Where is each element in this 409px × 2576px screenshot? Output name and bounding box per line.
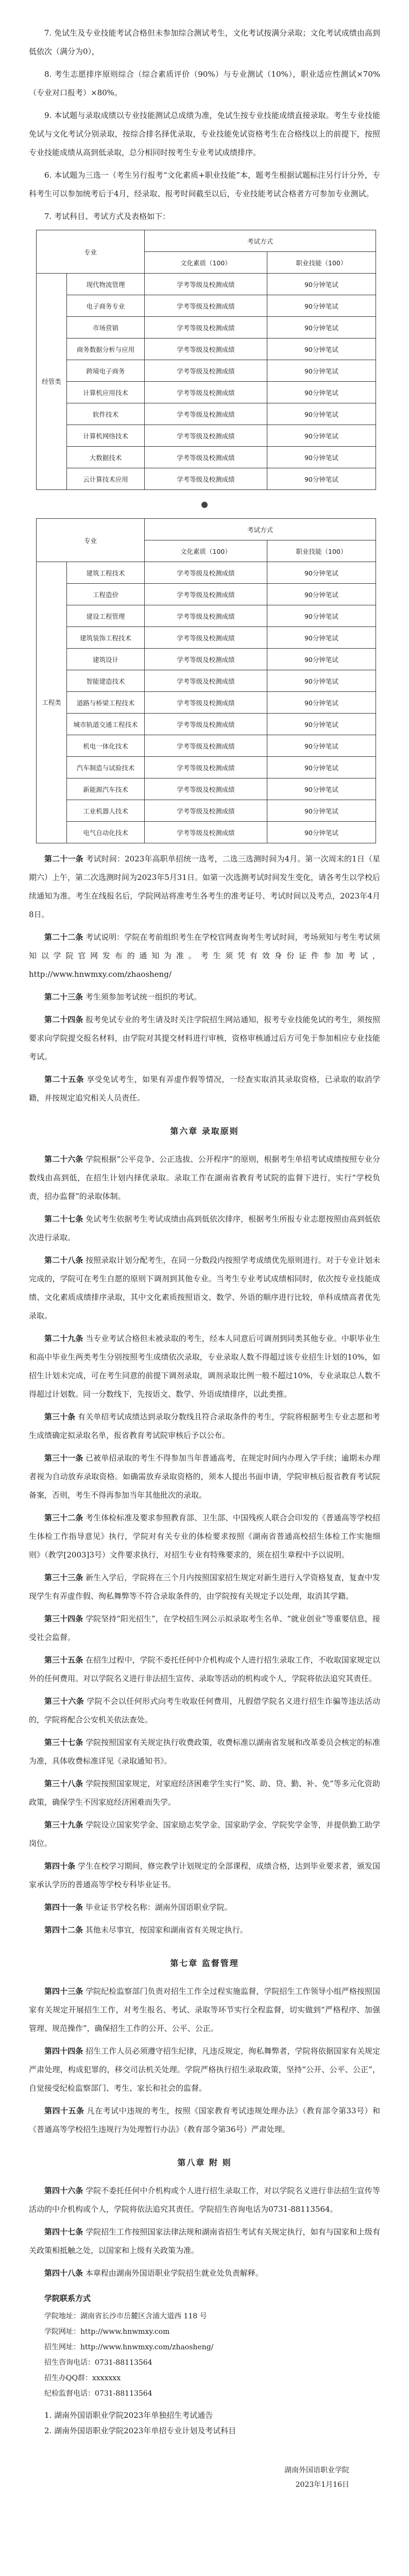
table-cell-major: 现代物流管理 <box>67 274 145 295</box>
table-row <box>37 447 376 468</box>
article-text: 已被单招录取的考生不得参加当年普通高考，在规定时间内办理入学手续；逾期未办理者视为自动放弃录取资格。如确需放弃录取资格的，须本人提出书面申请，学院审核后报省教育考试院备案，否则，考生不得再参加当年其他批次的录取。 <box>29 1453 380 1500</box>
table-cell-major: 道路与桥梁工程技术 <box>67 692 145 714</box>
article-number: 第二十五条 <box>44 1075 84 1084</box>
article-number: 第四十条 <box>44 1861 76 1871</box>
table-cell-skill: 90分钟笔试 <box>267 627 376 649</box>
article-paragraph <box>29 1010 380 1066</box>
article-text: 当专业考试合格但未被录取的考生，经本人同意后可调剂到同类其他专业。中职毕业生和高中毕业生两类考生分别按照考生成绩依次录取，专业录取人数不得超过该专业招生计划的10%，如招生计划未完成，可在考生同意的前提下调剂录取，调剂录取比例一般不超过10%，专业录取总人数不得超过计划数。同一分数线下，先按语文、数学、外语成绩排序，以此类推。 <box>29 1334 380 1399</box>
table-row <box>37 317 376 338</box>
article-text: 学院不委托任何中介机构或个人进行招生录取工作，对以学院名义进行非法招生宣传等活动的中介机构或个人，学院将依法追究其责任。学院招生咨询电话为0731-88113564。 <box>29 2186 380 2214</box>
article-paragraph <box>29 1449 380 1504</box>
contact-title: 学院联系方式 <box>44 2294 91 2303</box>
article-paragraph <box>29 2181 380 2218</box>
table-cell-major: 工程造价 <box>67 584 145 605</box>
table-cell-skill: 90分钟笔试 <box>267 822 376 843</box>
article-text: 享受免试考生，如果有弄虚作假等情况，一经查实取消其录取资格，已录取的取消学籍，并按规定追究相关人员责任。 <box>29 1075 380 1103</box>
article-paragraph <box>29 1898 380 1917</box>
article-number: 第二十一条 <box>44 854 83 863</box>
article-number: 第二十三条 <box>44 992 83 1002</box>
table-header-group: 考试方式 <box>145 230 376 252</box>
table-cell-major: 建设工程管理 <box>67 605 145 627</box>
article-text: 有关单招考试成绩达到录取分数线且符合录取条件的考生，学院将根据考生专业志愿和考生成绩确定拟录取名单，报省教育考试院审核后予以公布。 <box>29 1412 380 1440</box>
article-paragraph <box>29 1509 380 1564</box>
table-cell-skill: 90分钟笔试 <box>267 692 376 714</box>
table-cell-major: 计算机网络技术 <box>67 425 145 447</box>
article-paragraph <box>29 2264 380 2282</box>
article-text: 学院招生工作按照国家法律法规和湖南省招生考试有关规定执行，如有与国家和上级有关政策相抵触之处，以国家和上级有关政策为准。 <box>29 2227 380 2255</box>
table-cell-major: 计算机应用技术 <box>67 382 145 403</box>
table-row <box>37 382 376 403</box>
article-paragraph <box>29 2042 380 2097</box>
article-paragraph <box>29 1251 380 1325</box>
table-cell-culture: 学考等级及校测成绩 <box>145 627 267 649</box>
article-number: 第四十四条 <box>44 2046 83 2056</box>
article-text: 考试说明：学院在考前组织考生在学校官网查询考生考试时间，考场须知与考生考试须知以学院官网发布的通知为准。考生须凭有效身份证件参加考试，http://www.hnwmxy.com/zhaosheng/ <box>29 933 380 979</box>
article-number: 第二十四条 <box>44 1015 83 1024</box>
table-cell-major: 城市轨道交通工程技术 <box>67 714 145 735</box>
chapter-body <box>29 1982 380 2139</box>
closing-line: 1. 湖南外国语职业学院2023年单独招生考试通告 <box>44 2411 213 2420</box>
table-cell-culture: 学考等级及校测成绩 <box>145 735 267 757</box>
chapter-heading: 第七章 监督管理 <box>170 1958 239 1968</box>
table-cell-major: 电子商务专业 <box>67 295 145 317</box>
article-paragraph <box>29 1816 380 1853</box>
table-category: 经管类 <box>37 274 67 490</box>
article-number: 第四十七条 <box>44 2227 83 2236</box>
contact-line: 纪检监督电话：0731-88113564 <box>44 2389 152 2398</box>
contact-block <box>44 2293 380 2401</box>
intro-section <box>29 24 380 226</box>
table-cell-major: 软件技术 <box>67 403 145 425</box>
table-cell-major: 汽车制造与试验技术 <box>67 757 145 778</box>
intro-paragraph: 8. 考生志愿排序原则综合（综合素质评价（90%）与专业测试（10%），职业适应性测试×70%（专业对口报考）×80%。 <box>29 70 380 97</box>
table-cell-major: 建筑设计 <box>67 649 145 670</box>
table-header-skill: 职业技能（100） <box>267 252 376 274</box>
table-cell-major: 商务数据分析与应用 <box>67 338 145 360</box>
table-cell-culture: 学考等级及校测成绩 <box>145 584 267 605</box>
table-cell-skill: 90分钟笔试 <box>267 584 376 605</box>
table-cell-skill: 90分钟笔试 <box>267 274 376 295</box>
table-header-skill: 职业技能（100） <box>267 540 376 562</box>
article-paragraph <box>29 1921 380 1939</box>
table-cell-culture: 学考等级及校测成绩 <box>145 778 267 800</box>
table-cell-culture: 学考等级及校测成绩 <box>145 447 267 468</box>
table-cell-major: 市场营销 <box>67 317 145 338</box>
article-paragraph <box>29 850 380 924</box>
table-row <box>37 735 376 757</box>
article-text: 新生入学后，学院将在三个月内按照国家招生规定对新生进行入学资格复查，复查中发现学生有弄虚作假、徇私舞弊等不符合录取条件的，由学院按有关规定予以处理，取消其学籍。 <box>29 1573 380 1601</box>
table-header-culture: 文化素质（100） <box>145 252 267 274</box>
table-cell-culture: 学考等级及校测成绩 <box>145 425 267 447</box>
article-number: 第三十三条 <box>44 1573 83 1582</box>
table-cell-major: 大数据技术 <box>67 447 145 468</box>
intro-paragraph: 6. 本试题为三选一（考生另行报考“文化素质+职业技能”本，题考生根据试题标注另行计分外，专科考生可以参加统考后于4月，经录取、报考时间截至以后，专业技能考试合格者方可参加专业测试。 <box>29 171 380 198</box>
table-row <box>37 714 376 735</box>
table-cell-skill: 90分钟笔试 <box>267 735 376 757</box>
table-cell-culture: 学考等级及校测成绩 <box>145 670 267 692</box>
table-cell-culture: 学考等级及校测成绩 <box>145 562 267 584</box>
table-cell-skill: 90分钟笔试 <box>267 360 376 382</box>
article-number: 第三十七条 <box>44 1738 83 1747</box>
signature-block <box>29 2463 380 2492</box>
contact-line: 招生办QQ群：xxxxxxx <box>44 2374 121 2382</box>
table-cell-culture: 学考等级及校测成绩 <box>145 338 267 360</box>
table-header-major: 专业 <box>37 519 145 562</box>
table-cell-skill: 90分钟笔试 <box>267 317 376 338</box>
article-paragraph <box>29 1329 380 1403</box>
intro-paragraph: 7. 考试科目、考试方式及表格如下： <box>44 212 171 221</box>
article-text: 学院设立国家奖学金、国家励志奖学金、国家助学金、学院奖学金等，并提供勤工助学岗位。 <box>29 1820 380 1848</box>
article-text: 考生体检标准及要求参照教育部、卫生部、中国残疾人联合会印发的《普通高等学校招生体检工作指导意见》执行，学院对有关专业的体检要求按照《湖南省普通高校招生体检工作实施细则》（教学[2003]3号）文件要求执行，对招生专业有特殊要求的，须在招生章程中予以说明。 <box>29 1513 380 1560</box>
article-paragraph <box>29 928 380 984</box>
contact-line: 学院网址：http://www.hnwmxy.com <box>44 2328 170 2336</box>
article-number: 第四十八条 <box>44 2268 83 2278</box>
table-cell-skill: 90分钟笔试 <box>267 714 376 735</box>
table-cell-culture: 学考等级及校测成绩 <box>145 295 267 317</box>
table-cell-culture: 学考等级及校测成绩 <box>145 605 267 627</box>
table-cell-skill: 90分钟笔试 <box>267 447 376 468</box>
table-cell-skill: 90分钟笔试 <box>267 649 376 670</box>
table-cell-skill: 90分钟笔试 <box>267 468 376 490</box>
article-text: 凡在考试中违规的考生，按照《国家教育考试违规处理办法》（教育部令第33号）和《普通高等学校招生违规行为处理暂行办法》（教育部令第36号）严肃处理。 <box>29 2106 380 2134</box>
table-category: 工程类 <box>37 562 67 843</box>
table-row <box>37 822 376 843</box>
article-number: 第三十四条 <box>44 1614 83 1623</box>
article-text: 考试时间：2023年高职单招统一选考，二选三选测时间为4月。第一次周末的1日（星期六）上午，第二次选测时间为2023年5月31日。如第一次选测考试时间发生变化，请各考生以学校后续通知为准。考生在线报名后，学院网站将准考生各考生的准考证号、考试时间以及考点，2023年4月8日。 <box>29 854 380 919</box>
table-cell-skill: 90分钟笔试 <box>267 425 376 447</box>
article-text: 其他未尽事宜，按国家和湖南省有关规定执行。 <box>85 1925 248 1935</box>
exam-table-2 <box>36 518 376 843</box>
table-header-culture: 文化素质（100） <box>145 540 267 562</box>
table-cell-skill: 90分钟笔试 <box>267 403 376 425</box>
closing-list <box>29 2409 380 2437</box>
article-text: 学院根据“公平竞争、公正选拔、公开程序”的原则，根据考生单招考试成绩按照专业分数线由高到低，在招生计划内择优录取。录取工作在湖南省教育考试院的监督下进行，实行“学校负责，招办监督”的录取体制。 <box>29 1155 380 1201</box>
table-cell-major: 工业机器人技术 <box>67 800 145 822</box>
article-paragraph <box>29 988 380 1006</box>
table-header-group: 考试方式 <box>145 519 376 540</box>
table-cell-culture: 学考等级及校测成绩 <box>145 360 267 382</box>
table-cell-culture: 学考等级及校测成绩 <box>145 317 267 338</box>
article-text: 在招生过程中，学院不委托任何中介机构或个人进行招生录取工作，不收取国家规定以外的任何费用。对以学院名义进行非法招生宣传、录取等活动的机构或个人，学院将依法追究其责任。 <box>29 1655 380 1683</box>
article-text: 免试考生依据考生考试成绩由高到低依次排序，根据考生所报专业志愿按照由高到低依次进行录取。 <box>29 1214 380 1242</box>
article-text: 学生在校学习期间，修完教学计划规定的全部课程，成绩合格，达到毕业要求者，颁发国家承认学历的普通高等学校专科毕业证书。 <box>29 1861 380 1889</box>
exam-articles <box>29 850 380 1107</box>
intro-paragraph: 7. 免试生及专业技能考试合格但未参加综合测试考生，文化考试按满分录取；文化考试成绩由高到低依次（满分为0）， <box>29 28 380 56</box>
table-cell-culture: 学考等级及校测成绩 <box>145 800 267 822</box>
article-text: 学院按照国家规定，对家庭经济困难学生实行“奖、助、贷、勤、补、免”等多元化资助政策，确保学生不因家庭经济困难而失学。 <box>29 1779 380 1807</box>
table-cell-culture: 学考等级及校测成绩 <box>145 692 267 714</box>
article-paragraph <box>29 1982 380 2038</box>
table-cell-skill: 90分钟笔试 <box>267 338 376 360</box>
table-row <box>37 584 376 605</box>
article-paragraph <box>29 1609 380 1647</box>
table-cell-major: 新能源汽车技术 <box>67 778 145 800</box>
article-number: 第四十五条 <box>44 2106 84 2115</box>
article-number: 第三十二条 <box>44 1513 83 1522</box>
contact-line: 招生咨询电话：0731-88113564 <box>44 2359 152 2367</box>
article-paragraph <box>29 1733 380 1770</box>
intro-paragraph: 9. 本试题与录取成绩以专业技能测试总成绩为准，免试生按专业技能成绩直接录取。考生专业技能免试与文化考试分别录取，按综合排名择优录取，专业技能免试资格考生在合格线以上的前提下，按照专业技能成绩从高到低录取，总分相同时按考生专业考试成绩排序。 <box>29 111 380 157</box>
signature-date: 2023年1月16日 <box>295 2481 349 2489</box>
chapter-body <box>29 1150 380 1939</box>
table-cell-culture: 学考等级及校测成绩 <box>145 382 267 403</box>
contact-line: 招生网址：http://www.hnwmxy.com/zhaosheng/ <box>44 2343 214 2351</box>
table-row <box>37 562 376 584</box>
table-row <box>37 627 376 649</box>
article-paragraph <box>29 1568 380 1605</box>
article-number: 第四十二条 <box>44 1925 83 1935</box>
table-cell-culture: 学考等级及校测成绩 <box>145 649 267 670</box>
table-row <box>37 649 376 670</box>
article-paragraph <box>29 1857 380 1894</box>
chapter-body <box>29 2181 380 2282</box>
table-header-major: 专业 <box>37 230 145 274</box>
article-number: 第三十五条 <box>44 1655 83 1665</box>
table-row <box>37 778 376 800</box>
exam-table-1 <box>36 230 376 490</box>
table-cell-skill: 90分钟笔试 <box>267 778 376 800</box>
article-number: 第二十二条 <box>44 933 83 942</box>
table-cell-skill: 90分钟笔试 <box>267 605 376 627</box>
table-row <box>37 757 376 778</box>
table-cell-skill: 90分钟笔试 <box>267 757 376 778</box>
article-number: 第二十九条 <box>44 1334 83 1343</box>
table-row <box>37 360 376 382</box>
signature-org: 湖南外国语职业学院 <box>284 2466 349 2475</box>
table-row <box>37 670 376 692</box>
article-paragraph <box>29 2102 380 2139</box>
article-number: 第四十三条 <box>44 1987 83 1996</box>
table-cell-major: 智能建造技术 <box>67 670 145 692</box>
article-text: 本章程由湖南外国语职业学院招生就业处负责解释。 <box>85 2268 263 2278</box>
table-cell-skill: 90分钟笔试 <box>267 295 376 317</box>
table-row <box>37 468 376 490</box>
table-cell-culture: 学考等级及校测成绩 <box>145 403 267 425</box>
article-text: 学院不会以任何形式向考生收取任何费用，凡假借学院名义进行招生诈骗等违法活动的，学院将配合公安机关依法查处。 <box>29 1697 380 1724</box>
article-paragraph <box>29 1774 380 1811</box>
table-row <box>37 605 376 627</box>
table-row <box>37 295 376 317</box>
table-cell-culture: 学考等级及校测成绩 <box>145 714 267 735</box>
article-text: 考生须参加考试统一组织的考试。 <box>85 992 201 1002</box>
article-paragraph <box>29 1692 380 1729</box>
table-cell-major: 电气自动化技术 <box>67 822 145 843</box>
article-number: 第三十九条 <box>44 1820 83 1829</box>
table-row <box>37 403 376 425</box>
table-cell-culture: 学考等级及校测成绩 <box>145 468 267 490</box>
table-row <box>37 692 376 714</box>
article-text: 毕业证书学校名称：湖南外国语职业学院。 <box>85 1903 232 1912</box>
article-number: 第四十六条 <box>44 2186 83 2195</box>
table-cell-skill: 90分钟笔试 <box>267 800 376 822</box>
article-text: 学院坚持“阳光招生”，在学校招生网公示拟录取考生名单、“就业创业”等重要信息，接受社会监督。 <box>29 1614 380 1642</box>
article-number: 第二十八条 <box>44 1256 83 1265</box>
article-number: 第四十一条 <box>44 1903 83 1912</box>
table-cell-culture: 学考等级及校测成绩 <box>145 757 267 778</box>
article-paragraph <box>29 1210 380 1247</box>
table-row <box>37 274 376 295</box>
article-number: 第三十条 <box>44 1412 76 1421</box>
closing-line: 2. 湖南外国语职业学院2023年单招专业计划及考试科目 <box>44 2426 236 2435</box>
article-text: 按照录取计划分配考生，在同一分数段内按照学考成绩优先原则进行。对于专业计划未完成的，学院可在考生自愿的原则下调剂到其他专业。当考生专业考试成绩相同时，依次按专业技能成绩、文化素质成绩排序录取，其中文化素质按照语文、数学、外语的顺序进行比较，单科成绩高者优先录取。 <box>29 1256 380 1320</box>
table-row <box>37 338 376 360</box>
table-cell-skill: 90分钟笔试 <box>267 382 376 403</box>
article-paragraph <box>29 1150 380 1206</box>
article-paragraph <box>29 1070 380 1107</box>
article-number: 第三十六条 <box>44 1697 84 1706</box>
article-paragraph <box>29 1408 380 1445</box>
table-row <box>37 800 376 822</box>
table-cell-major: 建筑装饰工程技术 <box>67 627 145 649</box>
article-number: 第二十七条 <box>44 1214 83 1224</box>
table-cell-culture: 学考等级及校测成绩 <box>145 822 267 843</box>
table-row <box>37 425 376 447</box>
chapter-heading: 第六章 录取原则 <box>170 1126 239 1136</box>
separator: ● <box>201 499 208 509</box>
chapter-heading: 第八章 附 则 <box>177 2158 232 2167</box>
article-paragraph <box>29 1651 380 1688</box>
table-cell-major: 云计算技术应用 <box>67 468 145 490</box>
article-text: 招生工作人员必须遵守招生纪律，凡违反规定，徇私舞弊者，学院将依据国家有关规定严肃处理，构成犯罪的，移交司法机关处理。学院严格执行招生录取政策，坚持“公开、公平、公正”，自觉接受纪检监察部门、考生、家长和社会的监督。 <box>29 2046 380 2093</box>
article-text: 学院纪检监察部门负责对招生工作全过程实施监督，学院招生工作领导小组严格按照国家有关规定开展招生工作，对考生报名、考试、录取等环节实行全程监督，切实做到“严格程序、加强管理、规范操作”，确保招生工作的公开、公平、公正。 <box>29 1987 380 2033</box>
table-cell-skill: 90分钟笔试 <box>267 670 376 692</box>
table-cell-culture: 学考等级及校测成绩 <box>145 274 267 295</box>
table-cell-skill: 90分钟笔试 <box>267 562 376 584</box>
table-cell-major: 建筑工程技术 <box>67 562 145 584</box>
table-cell-major: 跨境电子商务 <box>67 360 145 382</box>
table-cell-major: 机电一体化技术 <box>67 735 145 757</box>
article-number: 第三十一条 <box>44 1453 83 1463</box>
article-number: 第三十八条 <box>44 1779 83 1788</box>
article-paragraph <box>29 2223 380 2260</box>
article-text: 报考免试专业的考生请及时关注学院招生网站通知，报考专业技能免试的考生，须按照要求向学院提交报名材料，由学院对其提交材料进行审核，资格审核通过后方可免于参加相应专业技能考试。 <box>29 1015 380 1061</box>
contact-line: 学院地址：湖南省长沙市岳麓区含浦大道西 118 号 <box>44 2312 207 2320</box>
article-number: 第二十六条 <box>44 1155 83 1164</box>
article-text: 学院按照国家有关规定执行收费政策，收费标准以湖南省发展和改革委员会核定的标准为准，具体收费标准详见《录取通知书》。 <box>29 1738 380 1766</box>
